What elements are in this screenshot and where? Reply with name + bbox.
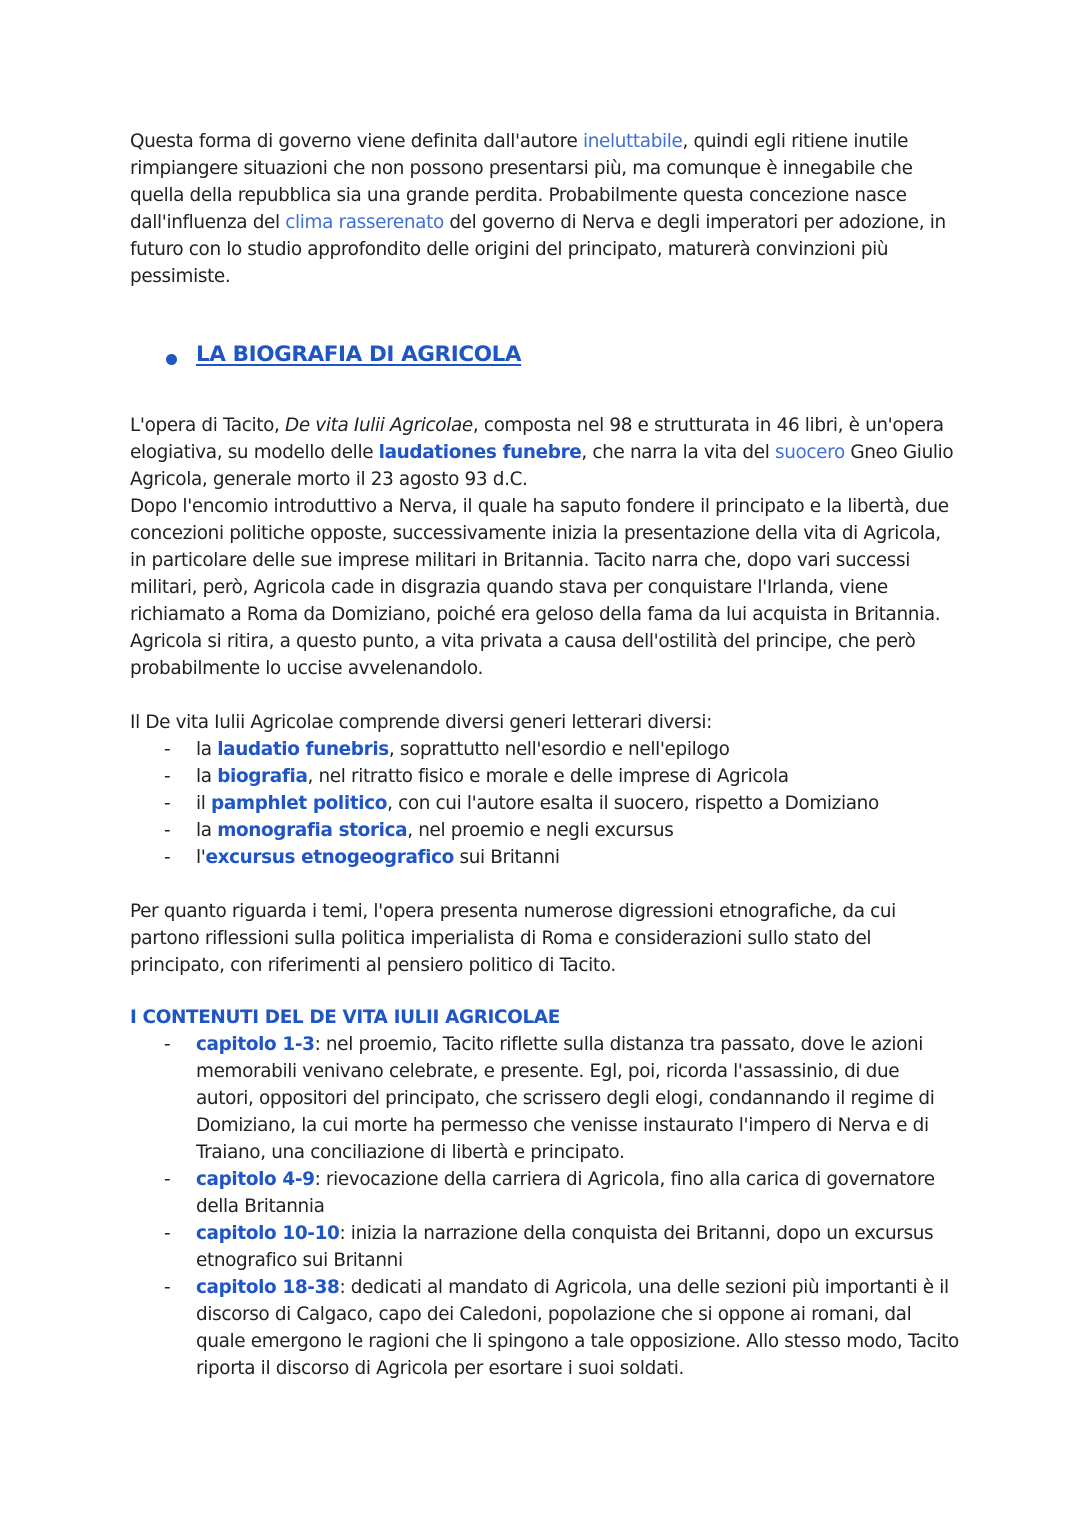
list-item: - capitolo 10-10: inizia la narrazione della conquista dei Britanni, dopo un excursus etnografico sui Britanni xyxy=(164,1223,934,1271)
bold-term: laudationes funebre xyxy=(378,442,582,463)
section-heading: LA BIOGRAFIA DI AGRICOLA xyxy=(196,342,522,367)
bullet-dot-icon xyxy=(166,354,177,365)
contenuti-list xyxy=(130,1031,960,1382)
temi-paragraph: Per quanto riguarda i temi, l'opera presenta numerose digressioni etnografiche, da cui partono riflessioni sulla politica imperialista di Roma e considerazioni sullo stato del principato, con riferimenti al pensiero politico di Tacito. xyxy=(130,901,896,976)
document-page xyxy=(130,128,960,1382)
generi-intro: Il De vita Iulii Agricolae comprende diversi generi letterari diversi: xyxy=(130,712,713,733)
list-item: - la biografia, nel ritratto fisico e morale e delle imprese di Agricola xyxy=(164,766,789,787)
text: , composta nel 98 e strutturata in 46 libri, è un'opera elogiativa, su modello delle xyxy=(130,415,944,463)
list-item: - la laudatio funebris, soprattutto nell'esordio e nell'epilogo xyxy=(164,739,730,760)
highlight-term: ineluttabile xyxy=(582,131,683,152)
list-item: - capitolo 18-38: dedicati al mandato di Agricola, una delle sezioni più importanti è il discorso di Calgaco, capo dei Caledoni, popolazione che si oppone ai romani, dal quale emergono le ragioni che li spingono a tale opposizione. Allo stesso modo, Tacito riporta il discorso di Agricola per esortare i suoi soldati. xyxy=(164,1277,959,1379)
highlight-term: clima rasserenato xyxy=(285,212,444,233)
text: del governo di Nerva e degli imperatori per adozione, in futuro con lo studio approfondito delle origini del principato, maturerà convinzioni più pessimiste. xyxy=(130,212,946,287)
list-item: - il pamphlet politico, con cui l'autore esalta il suocero, rispetto a Domiziano xyxy=(164,793,879,814)
text: Questa forma di governo viene definita dall'autore xyxy=(130,131,583,152)
list-item: - capitolo 1-3: nel proemio, Tacito riflette sulla distanza tra passato, dove le azioni memorabili venivano celebrate, e presente. Egl, poi, ricorda l'assassinio, di due autori, oppositori del principato, che scrissero degli elogi, condannando il regime di Domiziano, la cui morte ha permesso che venisse instaurato l'impero di Nerva e di Traiano, una conciliazione di libertà e principato. xyxy=(164,1034,935,1163)
list-item: - la monografia storica, nel proemio e negli excursus xyxy=(164,820,674,841)
opera-paragraph xyxy=(130,412,960,493)
contenuti-heading: I CONTENUTI DEL DE VITA IULII AGRICOLAE xyxy=(130,1007,560,1028)
text: , che narra la vita del xyxy=(581,442,775,463)
generi-list xyxy=(130,736,960,871)
highlight-term: suocero xyxy=(774,442,845,463)
list-item: - capitolo 4-9: rievocazione della carriera di Agricola, fino alla carica di governatore della Britannia xyxy=(164,1169,935,1217)
text: L'opera di Tacito, xyxy=(130,415,286,436)
opera-paragraph-2: Dopo l'encomio introduttivo a Nerva, il quale ha saputo fondere il principato e la libertà, due concezioni politiche opposte, successivamente inizia la presentazione della vita di Agricola, in particolare delle sue imprese militari in Britannia. Tacito narra che, dopo vari successi militari, però, Agricola cade in disgrazia quando stava per conquistare l'Irlanda, viene richiamato a Roma da Domiziano, poiché era geloso della fama da lui acquista in Britannia. Agricola si ritira, a questo punto, a vita privata a causa dell'ostilità del principe, che però probabilmente lo uccise avvelenandolo. xyxy=(130,496,949,679)
list-item: - l'excursus etnogeografico sui Britanni xyxy=(164,847,560,868)
intro-paragraph xyxy=(130,128,960,290)
text: , quindi egli ritiene inutile rimpiangere situazioni che non possono presentarsi più, ma comunque è innegabile che quella della repubblica sia una grande perdita. Probabilmente questa concezione nasce dall'influenza del xyxy=(130,131,913,233)
work-title: De vita Iulii Agricolae xyxy=(285,415,473,436)
text: Gneo Giulio Agricola, generale morto il 23 agosto 93 d.C. xyxy=(130,442,954,490)
section-heading-row xyxy=(130,342,960,386)
